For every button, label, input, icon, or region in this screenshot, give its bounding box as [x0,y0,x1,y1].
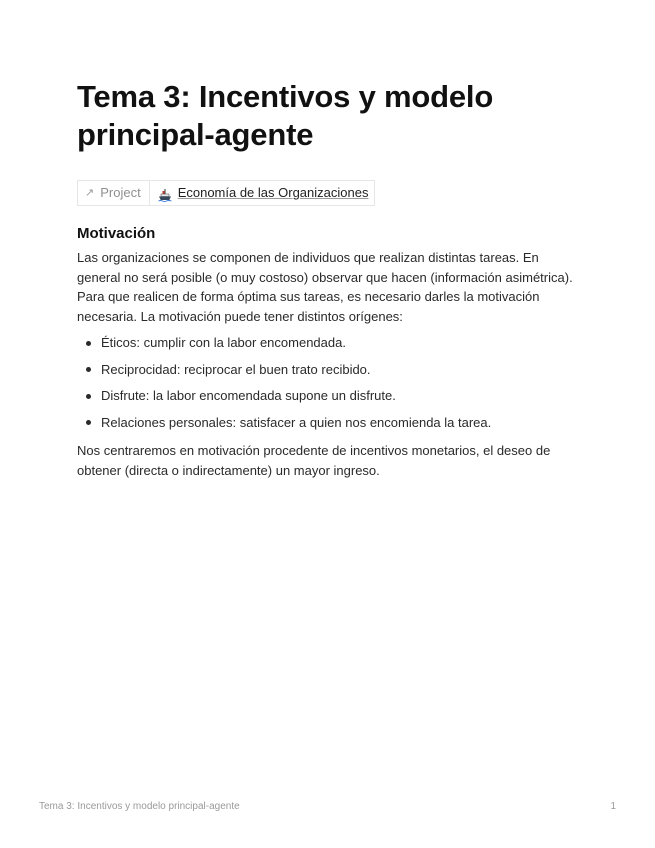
list-item: Reciprocidad: reciprocar el buen trato recibido. [77,360,491,379]
arrow-up-right-icon: ↗ [85,187,95,199]
list-item: Relaciones personales: satisfacer a quien nos encomienda la tarea. [77,413,491,432]
intro-paragraph: Las organizaciones se componen de individuos que realizan distintas tareas. En general no será posible (o muy costoso) observar que hacen (información asimétrica). Para que realicen de forma óptima sus tareas, es necesario darles la motivación necesaria. La motivación puede tener distintos orígenes: [77,250,573,324]
property-name [78,181,150,205]
list-item: Éticos: cumplir con la labor encomendada. [77,333,491,352]
page-title: Tema 3: Incentivos y modelo principal-agente [77,79,494,152]
list-item: Disfrute: la labor encomendada supone un disfrute. [77,386,491,405]
section-heading-motivacion: Motivación [77,225,156,242]
motivation-list [77,333,491,439]
footer-title: Tema 3: Incentivos y modelo principal-agente [39,801,240,812]
property-value[interactable] [150,181,375,205]
property-name-label: Project [100,185,141,200]
ship-icon [158,186,172,200]
property-row-project [77,180,375,206]
footer-page-number: 1 [610,801,616,812]
closing-paragraph: Nos centraremos en motivación procedente de incentivos monetarios, el deseo de obtener (directa o indirectamente) un mayor ingreso. [77,443,551,478]
project-link[interactable]: Economía de las Organizaciones [177,185,369,200]
